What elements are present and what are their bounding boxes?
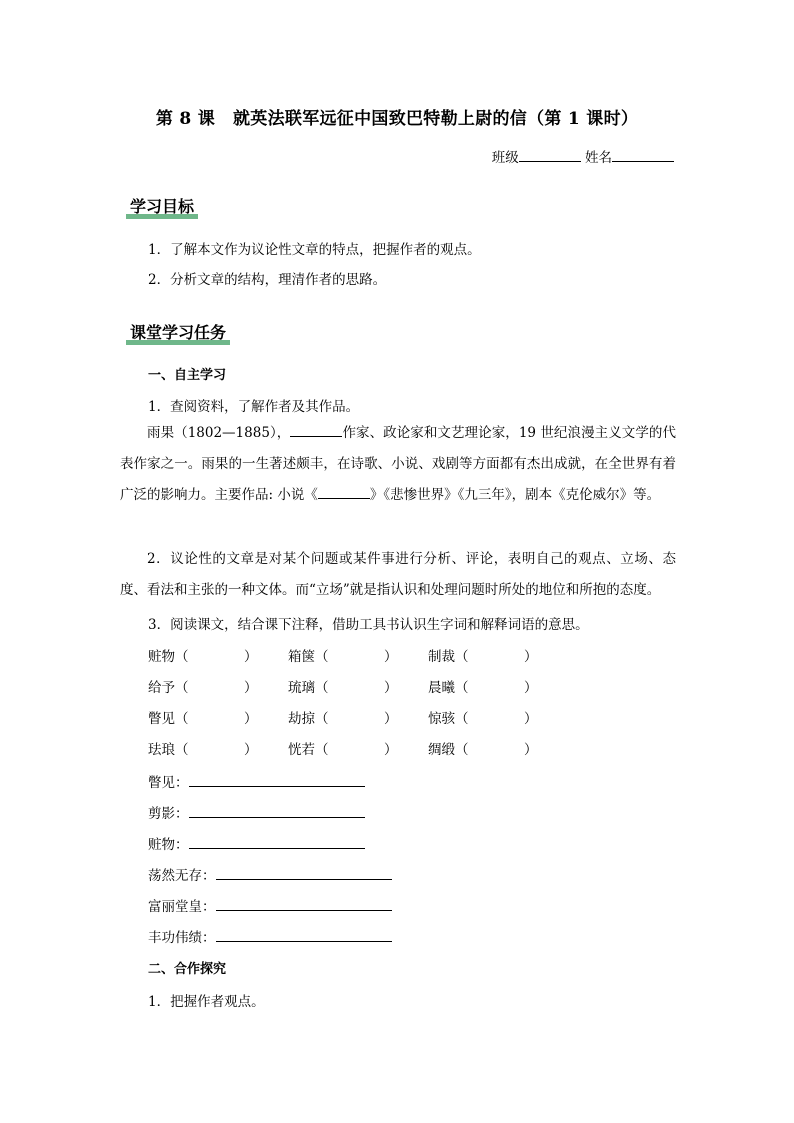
paren-close: ） <box>524 649 538 665</box>
class-blank[interactable] <box>519 149 581 162</box>
definition-term: 丰功伟绩： <box>148 930 216 946</box>
name-blank[interactable] <box>612 149 674 162</box>
definition-row <box>148 771 365 791</box>
goal-item: 2．分析文章的结构，理清作者的思路。 <box>148 272 387 288</box>
paren-close: ） <box>384 649 398 665</box>
part2-heading: 二、合作探究 <box>148 962 227 977</box>
lesson-name: 就英法联军远征中国致巴特勒上尉的信（第 1 课时） <box>233 109 639 129</box>
lesson-number: 第 8 课 <box>155 109 215 129</box>
paren-close: ） <box>244 711 258 727</box>
vocab-word: 恍若（ <box>288 742 329 758</box>
class-label: 班级 <box>491 150 519 166</box>
definition-term: 赃物： <box>148 837 189 853</box>
goal-item: 1．了解本文作为议论性文章的特点，把握作者的观点。 <box>148 242 481 258</box>
vocab-word: 珐琅（ <box>148 742 189 758</box>
definition-blank[interactable] <box>216 866 392 880</box>
vocab-word: 赃物（ <box>148 649 189 665</box>
question-2-text: 2．议论性的文章是对某个问题或某件事进行分析、评论，表明自己的观点、立场、态度、看法和主张的一种文体。而“立场”就是指认识和处理问题时所处的地位和所抱的态度。 <box>120 551 676 598</box>
vocab-row <box>148 707 548 725</box>
vocab-word: 瞥见（ <box>148 711 189 727</box>
paren-close: ） <box>524 680 538 696</box>
paren-close: ） <box>384 680 398 696</box>
vocab-row <box>148 676 548 694</box>
definition-row <box>148 802 365 822</box>
vocab-word: 箱箧（ <box>288 649 329 665</box>
definition-term: 富丽堂皇： <box>148 899 216 915</box>
definition-term: 荡然无存： <box>148 868 216 884</box>
student-info <box>492 146 674 166</box>
definition-term: 剪影： <box>148 806 189 822</box>
vocab-word: 绸缎（ <box>428 742 469 758</box>
vocab-word: 晨曦（ <box>428 680 469 696</box>
hugo-text-b: 作家、政论家和文艺理论家，19 世纪浪漫主义文学的代表作家之一。雨果的一生著述颇丰，在诗歌、小说、戏剧等方面都有杰出成就，在全世界有着广泛的影响力。主要作品: 小说《 <box>120 425 676 503</box>
vocab-word: 劫掠（ <box>288 711 329 727</box>
goals-heading: 学习目标 <box>126 194 198 219</box>
definition-term: 瞥见： <box>148 775 189 791</box>
name-label: 姓名 <box>585 150 612 166</box>
nationality-blank[interactable] <box>290 424 342 437</box>
vocab-word: 给予（ <box>148 680 189 696</box>
paren-close: ） <box>384 711 398 727</box>
question-3: 3．阅读课文，结合课下注释，借助工具书认识生字词和解释词语的意思。 <box>148 617 589 633</box>
definition-blank[interactable] <box>189 835 365 849</box>
definition-row <box>148 926 392 946</box>
vocab-word: 制裁（ <box>428 649 469 665</box>
novel-blank[interactable] <box>318 486 370 499</box>
vocab-row <box>148 645 548 663</box>
paren-close: ） <box>524 742 538 758</box>
vocab-row <box>148 738 548 756</box>
question-4: 1．把握作者观点。 <box>148 994 265 1010</box>
vocab-word: 惊骇（ <box>428 711 469 727</box>
definition-row <box>148 833 365 853</box>
definition-row <box>148 895 392 915</box>
paren-close: ） <box>384 742 398 758</box>
paren-close: ） <box>244 680 258 696</box>
definition-blank[interactable] <box>216 928 392 942</box>
hugo-paragraph <box>120 418 676 511</box>
paren-close: ） <box>244 742 258 758</box>
vocab-word: 琉璃（ <box>288 680 329 696</box>
hugo-text-a: 雨果（1802—1885）， <box>147 425 291 441</box>
question-1: 1．查阅资料，了解作者及其作品。 <box>148 399 360 415</box>
definition-blank[interactable] <box>189 804 365 818</box>
paren-close: ） <box>244 649 258 665</box>
part1-heading: 一、自主学习 <box>148 368 227 383</box>
definition-blank[interactable] <box>189 773 365 787</box>
tasks-heading: 课堂学习任务 <box>126 320 230 345</box>
hugo-text-c: 》《悲惨世界》《九三年》，剧本《克伦威尔》等。 <box>369 487 661 503</box>
paren-close: ） <box>524 711 538 727</box>
question-2 <box>120 544 676 606</box>
definition-blank[interactable] <box>216 897 392 911</box>
page-title <box>0 104 794 129</box>
definition-row <box>148 864 392 884</box>
